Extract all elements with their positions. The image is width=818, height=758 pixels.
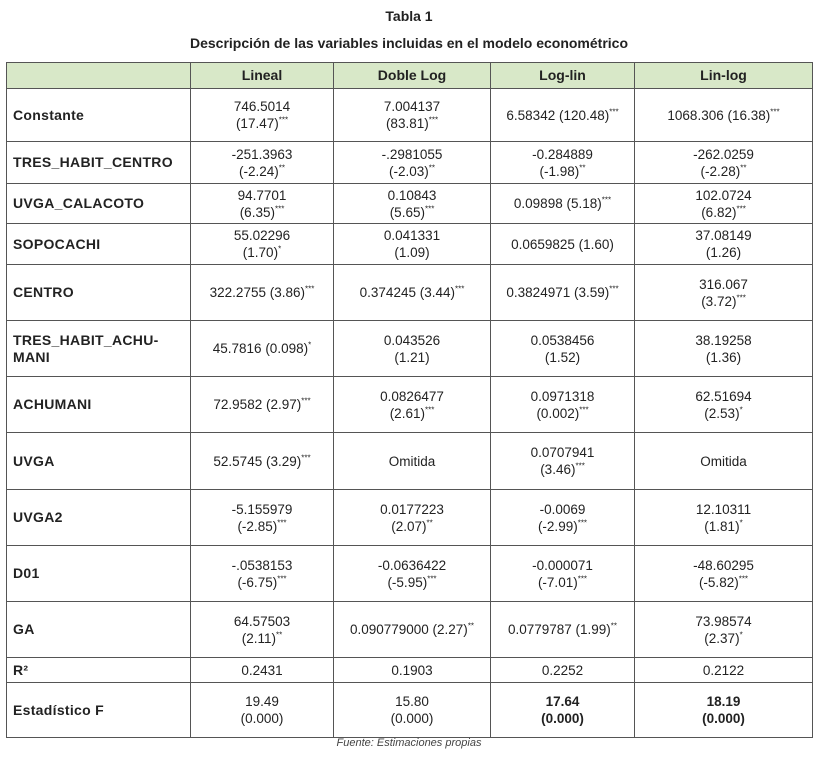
significance-marker: *** xyxy=(579,405,589,414)
cell-tstat: (2.37) xyxy=(704,630,740,646)
cell-value: 19.49 xyxy=(245,694,279,709)
significance-marker: *** xyxy=(575,461,585,471)
cell-tstat: (-2.28) xyxy=(700,163,741,179)
header-cell-doble-log: Doble Log xyxy=(334,63,491,89)
significance-marker: ** xyxy=(278,163,285,172)
cell-value: 0.3824971 (3.59) xyxy=(506,285,610,300)
table-cell xyxy=(491,546,635,602)
cell-tstat: (0.000) xyxy=(702,711,745,726)
table-row xyxy=(7,377,813,433)
table-cell xyxy=(334,490,491,546)
table-cell xyxy=(635,683,813,738)
table-cell xyxy=(635,184,813,224)
cell-tstat: (1.81) xyxy=(704,518,740,534)
header-cell-log-lin: Log-lin xyxy=(491,63,635,89)
table-cell xyxy=(334,683,491,738)
table-subtitle: Descripción de las variables incluidas en el modelo econométrico xyxy=(189,35,629,51)
header-cell-empty xyxy=(7,63,191,89)
cell-tstat: (0.000) xyxy=(240,711,284,726)
table-cell xyxy=(635,89,813,142)
cell-value: Omitida xyxy=(388,453,436,469)
cell-tstat: (0.000) xyxy=(541,711,584,726)
table-cell xyxy=(191,433,334,490)
significance-marker: ** xyxy=(426,518,433,527)
significance-marker: *** xyxy=(301,396,311,406)
cell-value: -0.0069 xyxy=(539,501,586,517)
significance-marker: * xyxy=(739,405,743,414)
cell-value: 12.10311 xyxy=(695,501,752,517)
cell-value: 7.004137 xyxy=(383,99,441,114)
table-row xyxy=(7,602,813,658)
table-cell xyxy=(334,433,491,490)
table-cell xyxy=(334,265,491,321)
cell-value: -251.3963 xyxy=(231,146,293,162)
row-label: Constante xyxy=(7,89,191,142)
table-cell xyxy=(491,658,635,683)
cell-value: 0.10843 xyxy=(387,187,437,203)
row-label: UVGA_CALACOTO xyxy=(7,184,191,224)
cell-value: -262.0259 xyxy=(693,146,754,162)
cell-value: Omitida xyxy=(700,453,747,469)
significance-marker: *** xyxy=(601,195,612,205)
cell-value: 746.5014 xyxy=(233,99,291,114)
significance-marker: ** xyxy=(276,630,283,639)
cell-value: -0.284889 xyxy=(532,146,593,162)
significance-marker: *** xyxy=(577,518,588,527)
cell-tstat: (1.09) xyxy=(394,245,430,260)
cell-value: 0.0538456 xyxy=(530,332,595,348)
table-cell xyxy=(491,433,635,490)
table-cell xyxy=(334,184,491,224)
table-cell xyxy=(191,602,334,658)
cell-tstat: (-2.85) xyxy=(237,518,278,534)
table-cell xyxy=(191,265,334,321)
significance-marker: *** xyxy=(770,107,780,116)
significance-marker: * xyxy=(278,244,282,254)
cell-tstat: (-6.75) xyxy=(237,574,278,590)
cell-value: 72.9582 (2.97) xyxy=(213,397,302,412)
cell-tstat: (1.52) xyxy=(544,349,581,365)
cell-value: 64.57503 xyxy=(233,613,291,629)
cell-tstat: (-1.98) xyxy=(539,163,580,179)
row-label: TRES_HABIT_CENTRO xyxy=(7,142,191,184)
significance-marker: *** xyxy=(424,204,435,213)
header-cell-lin-log: Lin-log xyxy=(635,63,813,89)
cell-value: -.2981055 xyxy=(381,146,443,162)
significance-marker: *** xyxy=(428,115,439,125)
cell-tstat: (-2.03) xyxy=(389,163,429,179)
cell-tstat: (1.70) xyxy=(242,245,279,260)
row-label: R² xyxy=(7,658,191,683)
cell-tstat: (1.21) xyxy=(394,349,430,365)
table-cell xyxy=(491,224,635,265)
table-cell xyxy=(635,546,813,602)
table-row xyxy=(7,658,813,683)
table-cell xyxy=(491,89,635,142)
cell-value: 0.2431 xyxy=(241,662,283,678)
cell-value: 1068.306 (16.38) xyxy=(667,107,771,123)
table-title: Tabla 1 xyxy=(385,8,433,24)
cell-tstat: (-5.82) xyxy=(698,574,739,590)
row-label: GA xyxy=(7,602,191,658)
significance-marker: *** xyxy=(738,574,749,583)
cell-tstat: (2.11) xyxy=(241,630,277,646)
table-cell xyxy=(635,265,813,321)
table-row xyxy=(7,265,813,321)
significance-marker: *** xyxy=(609,284,619,294)
cell-tstat: (-2.99) xyxy=(537,518,578,534)
cell-value: 17.64 xyxy=(545,694,580,709)
cell-value: -5.155979 xyxy=(231,501,293,517)
cell-tstat: (2.53) xyxy=(704,405,740,421)
row-label: SOPOCACHI xyxy=(7,224,191,265)
table-cell xyxy=(491,377,635,433)
table-cell xyxy=(635,321,813,377)
table-row xyxy=(7,224,813,265)
cell-value: 0.0971318 xyxy=(530,388,595,404)
table-cell xyxy=(491,142,635,184)
table-cell xyxy=(191,184,334,224)
row-label: ACHUMANI xyxy=(7,377,191,433)
significance-marker: *** xyxy=(736,293,746,302)
table-cell xyxy=(635,602,813,658)
table-cell xyxy=(491,184,635,224)
cell-value: 0.1903 xyxy=(391,662,433,678)
significance-marker: *** xyxy=(277,574,287,583)
row-label: UVGA xyxy=(7,433,191,490)
cell-value: 0.2252 xyxy=(541,662,584,678)
cell-value: 0.0826477 xyxy=(380,388,444,404)
significance-marker: *** xyxy=(278,115,289,125)
significance-marker: *** xyxy=(736,204,746,213)
cell-value: 0.0177223 xyxy=(380,501,444,517)
table-cell xyxy=(191,546,334,602)
cell-tstat: (3.72) xyxy=(701,293,737,309)
table-cell xyxy=(635,433,813,490)
significance-marker: * xyxy=(739,630,743,639)
cell-tstat: (2.07) xyxy=(391,518,427,534)
cell-value: 18.19 xyxy=(706,694,741,709)
cell-tstat: (2.61) xyxy=(389,405,425,421)
table-cell xyxy=(191,224,334,265)
table-row xyxy=(7,184,813,224)
cell-value: -0.0636422 xyxy=(377,557,447,573)
table-row xyxy=(7,321,813,377)
cell-value: 45.7816 (0.098) xyxy=(212,341,309,356)
cell-value: 6.58342 (120.48) xyxy=(506,107,610,123)
table-row xyxy=(7,546,813,602)
table-cell xyxy=(635,658,813,683)
table-cell xyxy=(334,602,491,658)
significance-marker: ** xyxy=(579,163,586,172)
cell-value: 38.19258 xyxy=(695,332,752,348)
cell-tstat: (-2.24) xyxy=(239,163,279,179)
significance-marker: *** xyxy=(301,453,311,462)
table-cell xyxy=(334,142,491,184)
table-cell xyxy=(635,142,813,184)
cell-value: 0.090779000 (2.27) xyxy=(349,622,468,637)
significance-marker: ** xyxy=(610,621,618,631)
significance-marker: * xyxy=(739,518,743,527)
regression-table xyxy=(6,62,813,738)
cell-value: 0.041331 xyxy=(383,228,441,243)
cell-tstat: (-7.01) xyxy=(537,574,578,590)
table-cell xyxy=(491,602,635,658)
table-cell xyxy=(491,265,635,321)
table-row xyxy=(7,490,813,546)
cell-tstat: (1.36) xyxy=(705,349,742,365)
table-row xyxy=(7,433,813,490)
cell-tstat: (5.65) xyxy=(389,204,425,220)
cell-value: 102.0724 xyxy=(695,187,752,203)
cell-value: 73.98574 xyxy=(695,613,752,629)
cell-tstat: (-5.95) xyxy=(387,574,428,590)
significance-marker: ** xyxy=(428,163,435,172)
cell-value: -.0538153 xyxy=(231,557,293,573)
table-cell xyxy=(491,490,635,546)
header-cell-lineal: Lineal xyxy=(191,63,334,89)
cell-value: 322.2755 (3.86) xyxy=(209,285,305,300)
table-row xyxy=(7,683,813,738)
table-cell xyxy=(334,658,491,683)
significance-marker: ** xyxy=(740,163,747,172)
cell-value: 316.067 xyxy=(699,276,748,292)
table-cell xyxy=(491,321,635,377)
header-row xyxy=(7,63,813,89)
table-cell xyxy=(191,321,334,377)
significance-marker: *** xyxy=(277,518,287,527)
table-cell xyxy=(191,142,334,184)
table-cell xyxy=(191,683,334,738)
significance-marker: *** xyxy=(304,284,315,294)
row-label: CENTRO xyxy=(7,265,191,321)
table-cell xyxy=(334,546,491,602)
significance-marker: *** xyxy=(609,107,619,116)
cell-tstat: (17.47) xyxy=(235,116,279,131)
row-label: D01 xyxy=(7,546,191,602)
table-cell xyxy=(191,377,334,433)
table-cell xyxy=(491,683,635,738)
cell-tstat: (6.35) xyxy=(239,204,275,220)
cell-tstat: (3.46) xyxy=(540,462,576,477)
cell-tstat: (0.000) xyxy=(390,711,434,726)
table-cell xyxy=(191,658,334,683)
table-row xyxy=(7,89,813,142)
row-label: Estadístico F xyxy=(7,683,191,738)
table-cell xyxy=(334,89,491,142)
table-cell xyxy=(635,224,813,265)
cell-value: -48.60295 xyxy=(693,557,754,573)
row-label: TRES_HABIT_ACHU-MANI xyxy=(7,321,191,377)
significance-marker: *** xyxy=(424,405,435,414)
cell-value: -0.000071 xyxy=(532,557,593,573)
cell-value: 0.0659825 (1.60) xyxy=(511,236,614,252)
cell-value: 62.51694 xyxy=(695,388,752,404)
significance-marker: * xyxy=(308,340,312,350)
table-cell xyxy=(334,224,491,265)
significance-marker: *** xyxy=(274,204,285,213)
cell-value: 94.7701 xyxy=(237,187,287,203)
cell-value: 55.02296 xyxy=(233,228,291,243)
row-label: UVGA2 xyxy=(7,490,191,546)
table-source: Fuente: Estimaciones propias xyxy=(336,737,482,749)
cell-value: 37.08149 xyxy=(695,228,752,243)
cell-value: 0.0779787 (1.99) xyxy=(507,622,611,637)
cell-value: 52.5745 (3.29) xyxy=(213,453,302,469)
cell-tstat: (83.81) xyxy=(385,116,429,131)
significance-marker: *** xyxy=(454,284,465,294)
cell-value: 0.043526 xyxy=(383,332,441,348)
table-cell xyxy=(635,377,813,433)
significance-marker: *** xyxy=(427,574,437,583)
table-cell xyxy=(191,490,334,546)
cell-value: 0.2122 xyxy=(702,662,745,678)
cell-tstat: (0.002) xyxy=(536,405,580,421)
cell-value: 0.09898 (5.18) xyxy=(513,196,602,211)
cell-tstat: (6.82) xyxy=(701,204,737,220)
cell-value: 0.374245 (3.44) xyxy=(359,285,455,300)
significance-marker: *** xyxy=(577,574,588,583)
table-row xyxy=(7,142,813,184)
cell-tstat: (1.26) xyxy=(705,245,742,260)
significance-marker: ** xyxy=(467,621,475,631)
table-cell xyxy=(334,377,491,433)
table-cell xyxy=(334,321,491,377)
table-cell xyxy=(191,89,334,142)
table-cell xyxy=(635,490,813,546)
cell-value: 0.0707941 xyxy=(530,445,595,460)
cell-value: 15.80 xyxy=(395,694,429,709)
